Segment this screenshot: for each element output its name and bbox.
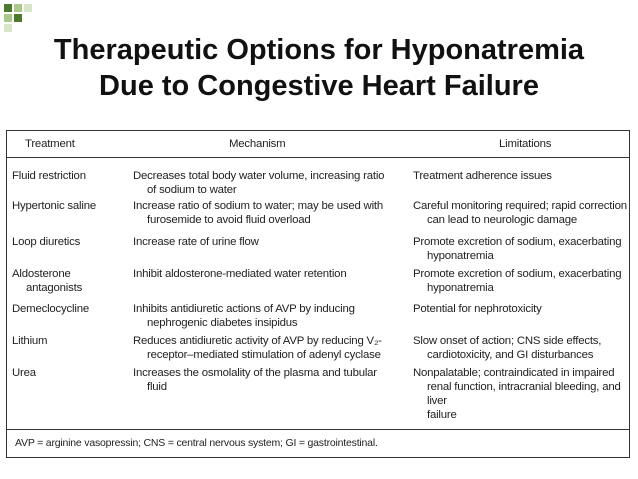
treatment-cell-line: Hypertonic saline	[12, 200, 96, 212]
mechanism-cell	[133, 169, 403, 197]
limitations-cell	[413, 267, 627, 295]
header-mechanism: Mechanism	[229, 138, 286, 150]
mechanism-cell-line: nephrogenic diabetes insipidus	[147, 317, 298, 329]
treatment-table	[6, 130, 630, 458]
limitations-cell-line: renal function, intracranial bleeding, and liver	[427, 381, 621, 407]
mechanism-cell-line: Increases the osmolality of the plasma and tubular	[133, 367, 377, 379]
treatment-cell-line: Urea	[12, 367, 36, 379]
treatment-cell-line: Loop diuretics	[12, 236, 81, 248]
treatment-cell-line: Demeclocycline	[12, 303, 89, 315]
mechanism-cell	[133, 199, 403, 227]
mechanism-cell	[133, 235, 403, 249]
treatment-cell-line: Fluid restriction	[12, 170, 86, 182]
mechanism-cell-line: fluid	[147, 381, 167, 393]
table-header	[7, 131, 629, 158]
mechanism-cell	[133, 366, 403, 394]
title-line-2: Due to Congestive Heart Failure	[99, 70, 539, 102]
limitations-cell-line: cardiotoxicity, and GI disturbances	[427, 349, 594, 361]
limitations-cell-line: hyponatremia	[427, 250, 494, 262]
header-treatment: Treatment	[25, 138, 75, 150]
treatment-cell	[12, 302, 122, 316]
treatment-cell-line: Lithium	[12, 335, 48, 347]
mechanism-cell	[133, 267, 403, 281]
header-limitations: Limitations	[499, 138, 552, 150]
limitations-cell	[413, 302, 627, 316]
treatment-cell	[12, 334, 122, 348]
mechanism-cell-line: Increase rate of urine flow	[133, 236, 259, 248]
mechanism-cell-line: Decreases total body water volume, increasing ratio	[133, 170, 385, 182]
limitations-cell	[413, 169, 627, 183]
limitations-cell-line: can lead to neurologic damage	[427, 214, 577, 226]
limitations-cell-line: Slow onset of action; CNS side effects,	[413, 335, 602, 347]
slide-title	[0, 32, 638, 104]
treatment-cell-line: antagonists	[26, 282, 83, 294]
limitations-cell-line: Careful monitoring required; rapid correction	[413, 200, 627, 212]
mechanism-cell	[133, 302, 403, 330]
mechanism-cell-line: Reduces antidiuretic activity of AVP by reducing V₂-	[133, 335, 382, 347]
limitations-cell	[413, 199, 627, 227]
treatment-cell	[12, 267, 122, 295]
treatment-cell	[12, 199, 122, 213]
mechanism-cell-line: Inhibit aldosterone-mediated water retention	[133, 268, 347, 280]
mechanism-cell-line: Increase ratio of sodium to water; may be used with	[133, 200, 384, 212]
limitations-cell-line: Nonpalatable; contraindicated in impaired	[413, 367, 615, 379]
limitations-cell-line: hyponatremia	[427, 282, 494, 294]
limitations-cell-line: Promote excretion of sodium, exacerbating	[413, 268, 622, 280]
limitations-cell-line: Potential for nephrotoxicity	[413, 303, 542, 315]
mechanism-cell	[133, 334, 403, 362]
table-footnote: AVP = arginine vasopressin; CNS = central nervous system; GI = gastrointestinal.	[15, 437, 378, 449]
footer-divider	[7, 429, 629, 430]
mechanism-cell-line: of sodium to water	[147, 184, 237, 196]
treatment-cell	[12, 169, 122, 183]
title-line-1: Therapeutic Options for Hyponatremia	[53, 34, 585, 66]
limitations-cell-line: Treatment adherence issues	[413, 170, 552, 182]
limitations-cell	[413, 235, 627, 263]
treatment-cell	[12, 235, 122, 249]
mechanism-cell-line: furosemide to avoid fluid overload	[147, 214, 311, 226]
treatment-cell	[12, 366, 122, 380]
limitations-cell-line: failure	[427, 409, 457, 421]
limitations-cell	[413, 366, 627, 422]
treatment-cell-line: Aldosterone	[12, 268, 71, 280]
limitations-cell-line: Promote excretion of sodium, exacerbating	[413, 236, 622, 248]
mechanism-cell-line: receptor–mediated stimulation of adenyl cyclase	[147, 349, 381, 361]
limitations-cell	[413, 334, 627, 362]
mechanism-cell-line: Inhibits antidiuretic actions of AVP by inducing	[133, 303, 355, 315]
